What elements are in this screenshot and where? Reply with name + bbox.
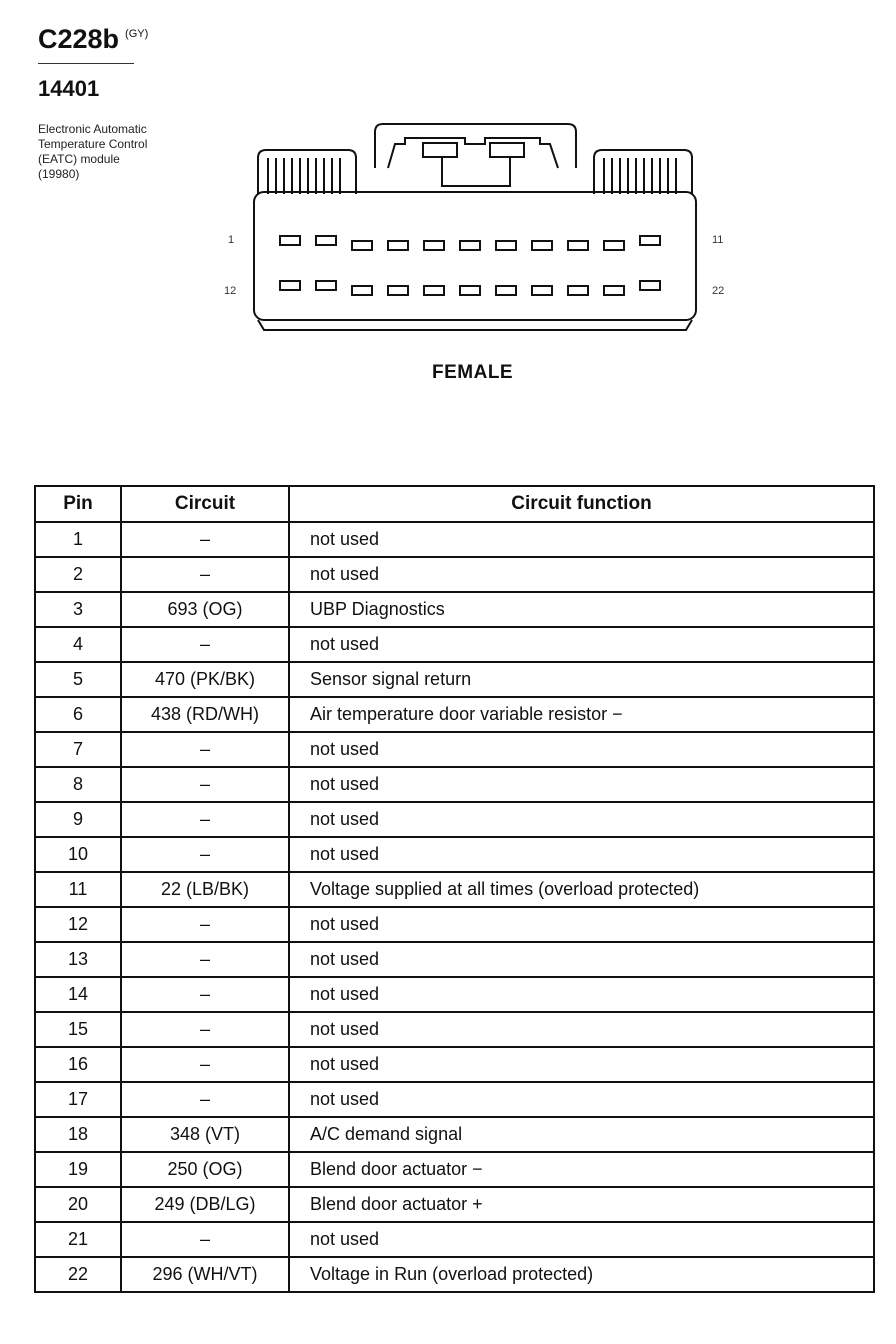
function-cell: UBP Diagnostics <box>289 592 874 627</box>
circuit-cell: – <box>121 802 289 837</box>
circuit-cell: 470 (PK/BK) <box>121 662 289 697</box>
table-row <box>35 522 874 557</box>
pin-cell: 4 <box>35 627 121 662</box>
circuit-cell: 249 (DB/LG) <box>121 1187 289 1222</box>
pin-cell: 15 <box>35 1012 121 1047</box>
pin-label-12: 12 <box>224 285 237 297</box>
pin-cell: 11 <box>35 872 121 907</box>
table-row <box>35 697 874 732</box>
pin-cell: 21 <box>35 1222 121 1257</box>
function-cell: Sensor signal return <box>289 662 874 697</box>
pin-label-11: 11 <box>712 234 724 246</box>
function-cell: Voltage supplied at all times (overload protected) <box>289 872 874 907</box>
part-number: 14401 <box>38 76 100 101</box>
table-row <box>35 1117 874 1152</box>
circuit-cell: – <box>121 1047 289 1082</box>
description-line: (EATC) module <box>38 152 120 166</box>
pin-cell: 5 <box>35 662 121 697</box>
pin-cell: 9 <box>35 802 121 837</box>
function-cell: not used <box>289 977 874 1012</box>
pin-cell: 7 <box>35 732 121 767</box>
circuit-cell: 22 (LB/BK) <box>121 872 289 907</box>
pin-cell: 18 <box>35 1117 121 1152</box>
circuit-cell: – <box>121 767 289 802</box>
table-row <box>35 1012 874 1047</box>
function-cell: Blend door actuator + <box>289 1187 874 1222</box>
pin-cell: 16 <box>35 1047 121 1082</box>
table-row <box>35 557 874 592</box>
circuit-cell: – <box>121 942 289 977</box>
table-row <box>35 1222 874 1257</box>
pin-cell: 3 <box>35 592 121 627</box>
circuit-cell: 296 (WH/VT) <box>121 1257 289 1292</box>
pin-cell: 2 <box>35 557 121 592</box>
table-row <box>35 872 874 907</box>
table-row <box>35 627 874 662</box>
pin-cavities <box>280 236 660 295</box>
component-description <box>38 122 147 182</box>
circuit-cell: 693 (OG) <box>121 592 289 627</box>
description-line: (19980) <box>38 167 80 181</box>
table-row <box>35 1152 874 1187</box>
table-body <box>35 522 874 1292</box>
function-cell: not used <box>289 837 874 872</box>
connector-housing <box>254 124 696 330</box>
table-row <box>35 837 874 872</box>
pin-cell: 17 <box>35 1082 121 1117</box>
function-cell: not used <box>289 907 874 942</box>
connector-id: C228b <box>38 24 120 54</box>
function-cell: not used <box>289 557 874 592</box>
description-line: Electronic Automatic <box>38 122 147 136</box>
circuit-cell: – <box>121 1012 289 1047</box>
header-circuit-function: Circuit function <box>289 486 874 522</box>
function-cell: Voltage in Run (overload protected) <box>289 1257 874 1292</box>
pin-cell: 13 <box>35 942 121 977</box>
table-row <box>35 1257 874 1292</box>
table-row <box>35 802 874 837</box>
pin-cell: 20 <box>35 1187 121 1222</box>
pin-cell: 1 <box>35 522 121 557</box>
header-pin: Pin <box>35 486 121 522</box>
connector-color-code: (GY) <box>125 28 149 40</box>
connector-header <box>38 24 148 55</box>
circuit-cell: – <box>121 732 289 767</box>
function-cell: not used <box>289 627 874 662</box>
pinout-table <box>34 485 875 1293</box>
function-cell: A/C demand signal <box>289 1117 874 1152</box>
table-row <box>35 942 874 977</box>
pin-cell: 6 <box>35 697 121 732</box>
circuit-cell: – <box>121 1222 289 1257</box>
circuit-cell: – <box>121 557 289 592</box>
function-cell: not used <box>289 1222 874 1257</box>
table-row <box>35 907 874 942</box>
circuit-cell: – <box>121 1082 289 1117</box>
table-row <box>35 1082 874 1117</box>
pin-label-22: 22 <box>712 285 725 297</box>
pin-cell: 8 <box>35 767 121 802</box>
circuit-cell: – <box>121 907 289 942</box>
table-row <box>35 977 874 1012</box>
circuit-cell: 250 (OG) <box>121 1152 289 1187</box>
function-cell: not used <box>289 1082 874 1117</box>
function-cell: not used <box>289 942 874 977</box>
circuit-cell: – <box>121 837 289 872</box>
table-row <box>35 767 874 802</box>
connector-face-diagram <box>220 118 740 348</box>
table-row <box>35 732 874 767</box>
pin-cell: 10 <box>35 837 121 872</box>
function-cell: Air temperature door variable resistor − <box>289 697 874 732</box>
circuit-cell: 438 (RD/WH) <box>121 697 289 732</box>
function-cell: not used <box>289 802 874 837</box>
function-cell: not used <box>289 1012 874 1047</box>
function-cell: not used <box>289 522 874 557</box>
table-row <box>35 662 874 697</box>
function-cell: not used <box>289 767 874 802</box>
circuit-cell: – <box>121 977 289 1012</box>
function-cell: Blend door actuator − <box>289 1152 874 1187</box>
pin-cell: 14 <box>35 977 121 1012</box>
connector-gender-label: FEMALE <box>432 362 514 383</box>
pin-cell: 12 <box>35 907 121 942</box>
description-line: Temperature Control <box>38 137 148 151</box>
pin-cell: 19 <box>35 1152 121 1187</box>
function-cell: not used <box>289 732 874 767</box>
function-cell: not used <box>289 1047 874 1082</box>
header-circuit: Circuit <box>121 486 289 522</box>
pin-cell: 22 <box>35 1257 121 1292</box>
circuit-cell: – <box>121 627 289 662</box>
table-row <box>35 592 874 627</box>
circuit-cell: 348 (VT) <box>121 1117 289 1152</box>
table-header-row <box>35 486 874 522</box>
table-row <box>35 1047 874 1082</box>
circuit-cell: – <box>121 522 289 557</box>
table-row <box>35 1187 874 1222</box>
pin-label-1: 1 <box>228 234 235 246</box>
header-divider <box>38 63 134 64</box>
